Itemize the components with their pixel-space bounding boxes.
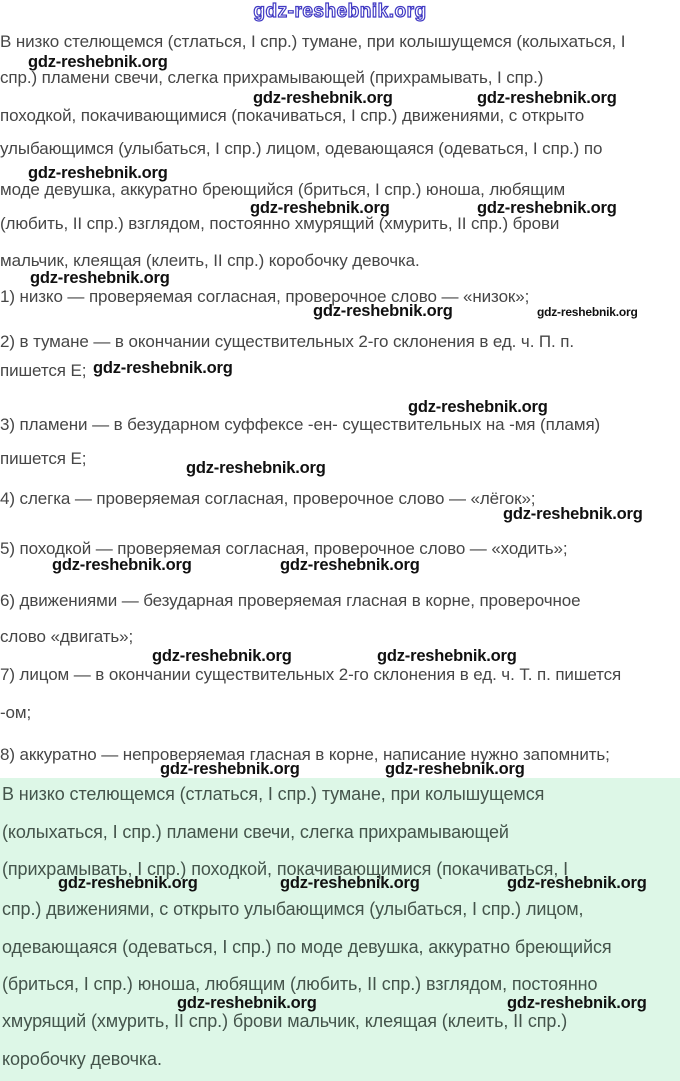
site-watermark: gdz-reshebnik.org bbox=[160, 760, 300, 778]
solution-line: спр.) пламени свечи, слегка прихрамывающей (прихрамывать, I спр.) bbox=[0, 68, 544, 87]
site-watermark: gdz-reshebnik.org bbox=[58, 874, 198, 892]
site-watermark: gdz-reshebnik.org bbox=[385, 760, 525, 778]
site-watermark: gdz-reshebnik.org bbox=[280, 874, 420, 892]
site-watermark: gdz-reshebnik.org bbox=[313, 302, 453, 320]
site-watermark: gdz-reshebnik.org bbox=[30, 269, 170, 287]
site-watermark: gdz-reshebnik.org bbox=[503, 505, 643, 523]
site-watermark: gdz-reshebnik.org bbox=[537, 305, 638, 319]
site-watermark: gdz-reshebnik.org bbox=[28, 53, 168, 71]
site-watermark: gdz-reshebnik.org bbox=[253, 89, 393, 107]
answer-line: одевающаяся (одеваться, I спр.) по моде девушка, аккуратно бреющийся bbox=[2, 937, 612, 957]
site-watermark: gdz-reshebnik.org bbox=[250, 199, 390, 217]
solution-line: 6) движениями — безударная проверяемая гласная в корне, проверочное bbox=[0, 591, 581, 610]
solution-line: пишется Е; bbox=[0, 361, 87, 380]
solution-line: мальчик, клеящая (клеить, II спр.) коробочку девочка. bbox=[0, 251, 420, 270]
site-watermark: gdz-reshebnik.org bbox=[152, 647, 292, 665]
solution-line: (любить, II спр.) взглядом, постоянно хмурящий (хмурить, II спр.) брови bbox=[0, 214, 560, 233]
answer-line: (прихрамывать, I спр.) походкой, покачивающимися (покачиваться, I bbox=[2, 859, 569, 879]
answer-line: В низко стелющемся (стлаться, I спр.) тумане, при колышущемся bbox=[2, 784, 545, 804]
site-watermark: gdz-reshebnik.org bbox=[507, 994, 647, 1012]
site-watermark: gdz-reshebnik.org bbox=[28, 164, 168, 182]
solution-line: походкой, покачивающимися (покачиваться, I спр.) движениями, с открыто bbox=[0, 106, 585, 125]
site-watermark-top: gdz-reshebnik.org bbox=[253, 1, 427, 22]
answer-line: спр.) движениями, с открыто улыбающимся (улыбаться, I спр.) лицом, bbox=[2, 899, 584, 919]
solution-line: 1) низко — проверяемая согласная, проверочное слово — «низок»; bbox=[0, 287, 530, 306]
solution-line: В низко стелющемся (стлаться, I спр.) тумане, при колышущемся (колыхаться, I bbox=[0, 32, 626, 51]
solution-line: пишется Е; bbox=[0, 449, 87, 468]
solution-line: 2) в тумане — в окончании существительных 2-го склонения в ед. ч. П. п. bbox=[0, 332, 575, 351]
site-watermark: gdz-reshebnik.org bbox=[93, 359, 233, 377]
site-watermark: gdz-reshebnik.org bbox=[280, 556, 420, 574]
answer-line: (бриться, I спр.) юноша, любящим (любить, II спр.) взглядом, постоянно bbox=[2, 974, 598, 994]
site-watermark: gdz-reshebnik.org bbox=[177, 994, 317, 1012]
answer-line: (колыхаться, I спр.) пламени свечи, слегка прихрамывающей bbox=[2, 822, 509, 842]
site-watermark: gdz-reshebnik.org bbox=[477, 199, 617, 217]
solution-line: 7) лицом — в окончании существительных 2-го склонения в ед. ч. Т. п. пишется bbox=[0, 665, 622, 684]
solution-line: 8) аккуратно — непроверяемая гласная в корне, написание нужно запомнить; bbox=[0, 745, 610, 764]
answer-line: коробочку девочка. bbox=[2, 1049, 162, 1069]
site-watermark: gdz-reshebnik.org bbox=[408, 398, 548, 416]
site-watermark: gdz-reshebnik.org bbox=[52, 556, 192, 574]
solution-line: слово «двигать»; bbox=[0, 627, 134, 646]
solution-line: 5) походкой — проверяемая согласная, проверочное слово — «ходить»; bbox=[0, 539, 568, 558]
solution-line: моде девушка, аккуратно бреющийся (бриться, I спр.) юноша, любящим bbox=[0, 180, 566, 199]
site-watermark: gdz-reshebnik.org bbox=[507, 874, 647, 892]
site-watermark: gdz-reshebnik.org bbox=[186, 459, 326, 477]
solution-line: -ом; bbox=[0, 703, 32, 722]
solution-line: улыбающимся (улыбаться, I спр.) лицом, одевающаяся (одеваться, I спр.) по bbox=[0, 139, 603, 158]
solution-line: 4) слегка — проверяемая согласная, проверочное слово — «лёгок»; bbox=[0, 489, 536, 508]
answer-line: хмурящий (хмурить, II спр.) брови мальчик, клеящая (клеить, II спр.) bbox=[2, 1011, 568, 1031]
site-watermark: gdz-reshebnik.org bbox=[377, 647, 517, 665]
solution-line: 3) пламени — в безударном суффексе -ен- существительных на -мя (пламя) bbox=[0, 415, 601, 434]
site-watermark: gdz-reshebnik.org bbox=[477, 89, 617, 107]
